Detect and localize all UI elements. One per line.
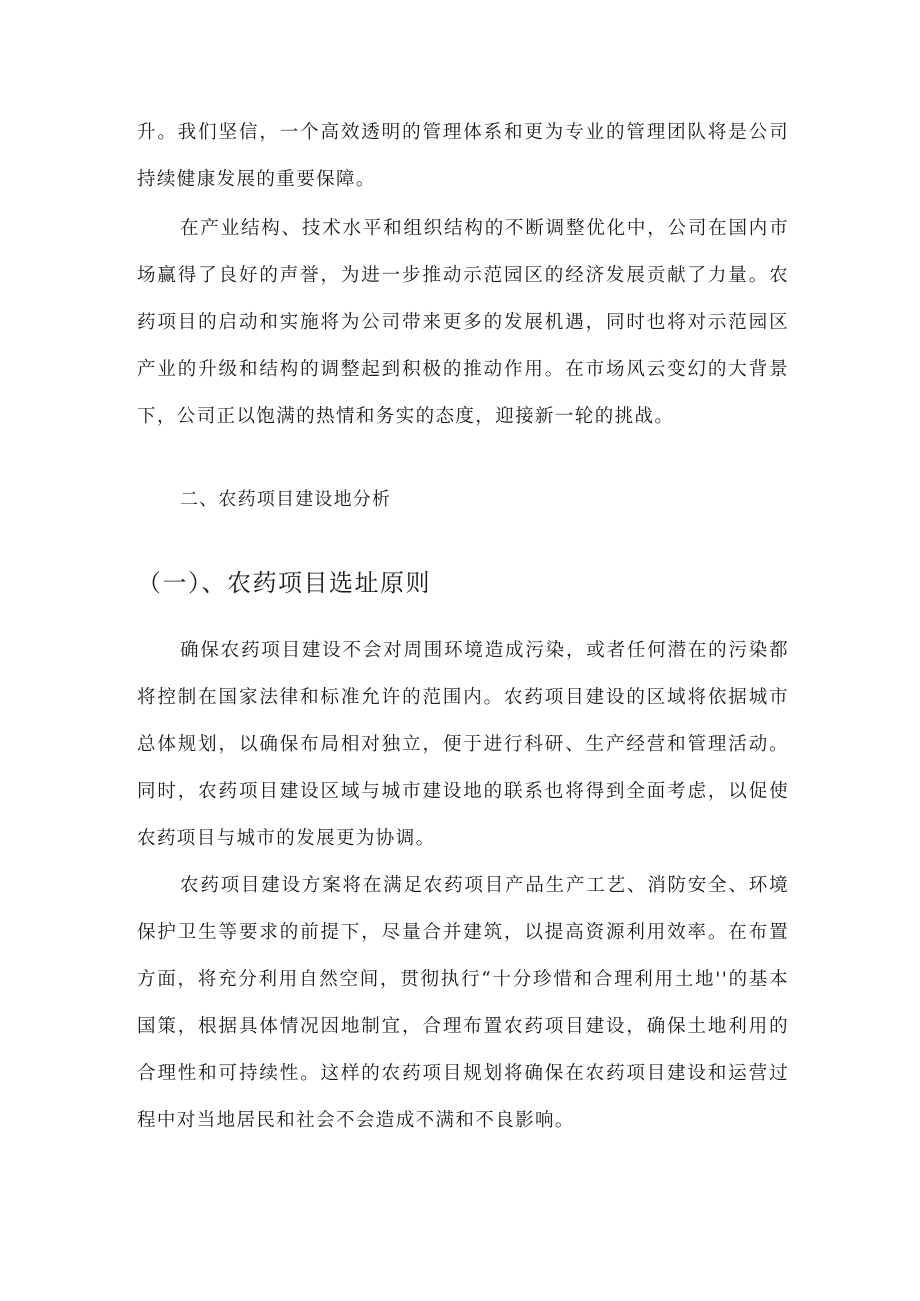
section-heading: 二、农药项目建设地分析 <box>180 489 392 510</box>
subsection-heading: （一）、农药项目选址原则 <box>137 569 431 597</box>
paragraph-construction-plan: 农药项目建设方案将在满足农药项目产品生产工艺、消防安全、环境保护卫生等要求的前提下，尽量合并建筑，以提高资源利用效率。在布置方面，将充分利用自然空间，贯彻执行“十分珍惜和合理利用土地''的基本国策，根据具体情况因地制宜，合理布置农药项目建设，确保土地利用的合理性和可持续性。这样的农药项目规划将确保在农药项目建设和运营过程中对当地居民和社会不会造成不满和不良影响。 <box>137 875 789 1131</box>
paragraph-continuation: 升。我们坚信，一个高效透明的管理体系和更为专业的管理团队将是公司持续健康发展的重要保障。 <box>137 122 789 190</box>
paragraph-site-principles: 确保农药项目建设不会对周围环境造成污染，或者任何潜在的污染都将控制在国家法律和标准允许的范围内。农药项目建设的区域将依据城市总体规划，以确保布局相对独立，便于进行科研、生产经营和管理活动。同时，农药项目建设区域与城市建设地的联系也将得到全面考虑，以促使农药项目与城市的发展更为协调。 <box>137 640 789 849</box>
paragraph-company-development: 在产业结构、技术水平和组织结构的不断调整优化中，公司在国内市场赢得了良好的声誉，为进一步推动示范园区的经济发展贡献了力量。农药项目的启动和实施将为公司带来更多的发展机遇，同时也将对示范园区产业的升级和结构的调整起到积极的推动作用。在市场风云变幻的大背景下，公司正以饱满的热情和务实的态度，迎接新一轮的挑战。 <box>137 218 789 427</box>
